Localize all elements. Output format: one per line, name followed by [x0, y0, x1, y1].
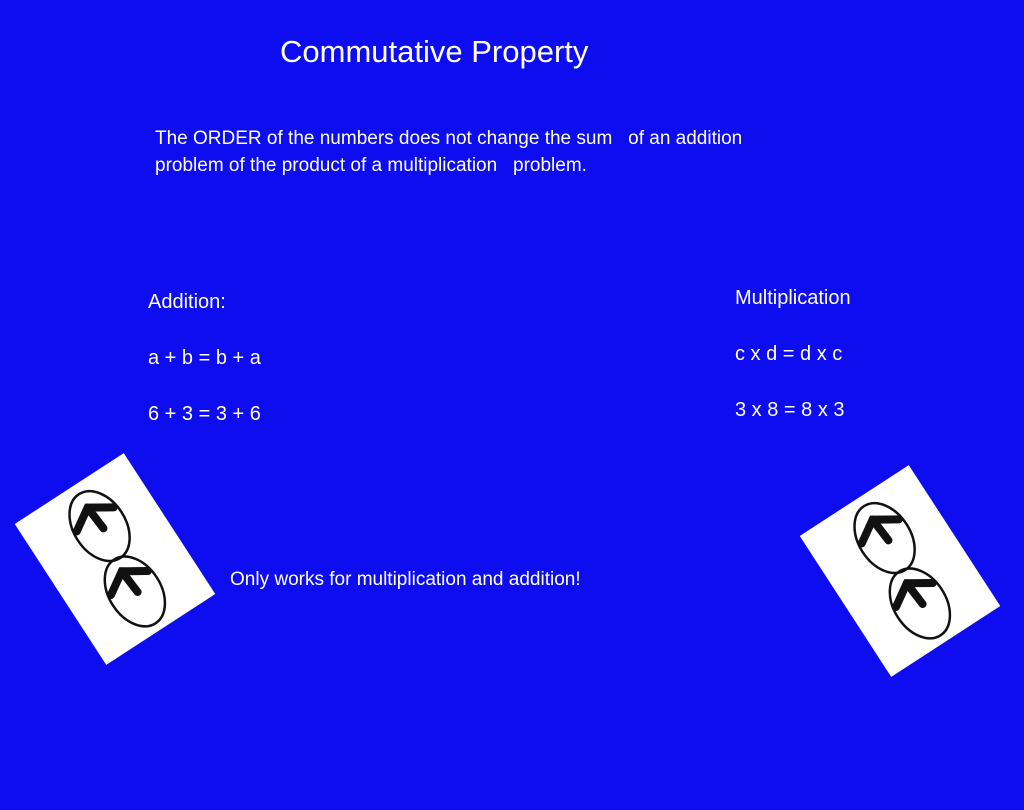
flip-flops-icon [800, 465, 1001, 677]
multiplication-section [735, 286, 851, 454]
multiplication-general-rule: c x d = d x c [735, 343, 843, 365]
definition-line: problem of the product of a multiplication problem. [155, 155, 587, 176]
definition-text [155, 125, 855, 179]
note-text: Only works for multiplication and addition! [230, 569, 581, 590]
multiplication-heading: Multiplication [735, 287, 851, 309]
addition-section [148, 290, 261, 458]
flip-flops-image-right [800, 465, 1001, 677]
flip-flops-icon [15, 453, 216, 665]
slide-title: Commutative Property [280, 34, 589, 69]
addition-heading: Addition: [148, 291, 226, 313]
flip-flops-image-left [15, 453, 216, 665]
definition-line: The ORDER of the numbers does not change the sum of an addition [155, 128, 743, 149]
multiplication-example: 3 x 8 = 8 x 3 [735, 399, 845, 421]
addition-example: 6 + 3 = 3 + 6 [148, 403, 261, 425]
addition-general-rule: a + b = b + a [148, 347, 261, 369]
